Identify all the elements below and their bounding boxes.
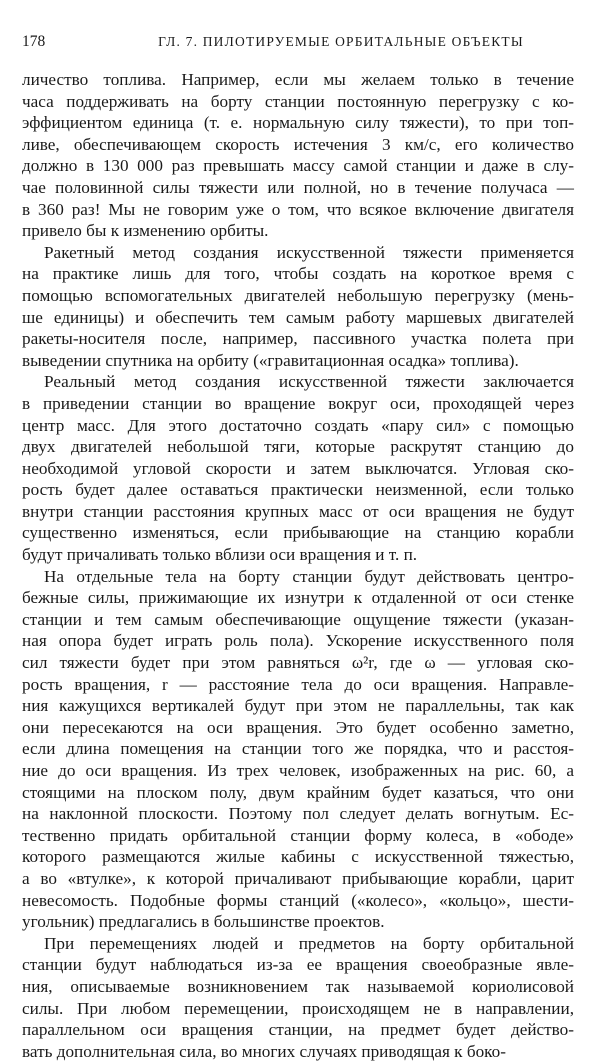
text-line: выведении спутника на орбиту («гравитационная осадка» топлива). <box>22 350 519 370</box>
text-line: существенно изменяться, если прибывающие на станцию корабли <box>22 523 574 543</box>
text-line: будут причаливать только вблизи оси вращения и т. п. <box>22 545 418 565</box>
text-line: ная опора будет играть роль пола). Ускорение искусственного поля <box>22 631 574 651</box>
text-line: ше единицы) и обеспечить тем самым работу маршевых двигателей <box>22 307 574 327</box>
text-line: центр масс. Для этого достаточно создать «пару сил» с помощью <box>22 415 574 435</box>
text-line: ливе, обеспечивающем скорость истечения 3 км/с, его количество <box>22 134 574 154</box>
text-line: ния кажущихся вертикалей будут при этом не параллельны, так как <box>22 696 574 716</box>
page-number: 178 <box>22 33 46 50</box>
page-body <box>22 69 574 1062</box>
text-line: а во «втулке», к которой причаливают прибывающие корабли, царит <box>22 868 574 888</box>
text-line: эффициентом единица (т. е. нормальную силу тяжести), то при топ- <box>22 113 574 133</box>
text-line: станции будут наблюдаться из-за ее вращения своеобразные явле- <box>22 955 574 975</box>
text-line: рость будет далее оставаться практически неизменной, если только <box>22 480 574 500</box>
text-line: сил тяжести будет при этом равняться ω²r, где ω — угловая ско- <box>22 653 574 673</box>
text-line: если длина помещения на станции того же порядка, что и расстоя- <box>22 739 574 759</box>
text-line: внутри станции расстояния крупных масс от оси вращения не будут <box>22 501 574 521</box>
page-header <box>22 31 570 53</box>
text-line: невесомость. Подобные формы станций («колесо», «кольцо», шести- <box>22 890 574 910</box>
text-line: силы. При любом перемещении, происходящем не в направлении, <box>22 998 574 1018</box>
text-line: бежные силы, прижимающие их изнутри к отдаленной от оси стенке <box>22 588 574 608</box>
text-line: ния, описываемые возникновением так называемой кориолисовой <box>22 976 574 996</box>
text-line: на практике лишь для того, чтобы создать на короткое время с <box>22 264 574 284</box>
text-line: Реальный метод создания искусственной тяжести заключается <box>44 372 574 392</box>
text-line: параллельном оси вращения станции, на предмет будет действо- <box>22 1020 574 1040</box>
text-line: вать дополнительная сила, во многих случаях приводящая к боко- <box>22 1041 506 1061</box>
running-head: ГЛ. 7. ПИЛОТИРУЕМЫЕ ОРБИТАЛЬНЫЕ ОБЪЕКТЫ <box>158 34 524 49</box>
text-line: они пересекаются на оси вращения. Это будет особенно заметно, <box>22 717 574 737</box>
text-line: должно в 130 000 раз превышать массу самой станции и даже в слу- <box>22 156 574 176</box>
text-line: привело бы к изменению орбиты. <box>22 221 269 241</box>
paragraph <box>22 242 574 372</box>
paragraph <box>22 566 574 933</box>
text-line: которого размещаются жилые кабины с искусственной тяжестью, <box>22 847 574 867</box>
text-line: личество топлива. Например, если мы желаем только в течение <box>22 70 574 89</box>
text-line: помощью вспомогательных двигателей небольшую перегрузку (мень- <box>22 285 574 305</box>
paragraph <box>22 371 574 565</box>
text-line: в 360 раз! Мы не говорим уже о том, что всякое включение двигателя <box>22 199 574 219</box>
text-line: ние до оси вращения. Из трех человек, изображенных на рис. 60, а <box>22 761 574 780</box>
text-line: чае половинной силы тяжести или полной, но в течение получаса — <box>22 177 574 197</box>
text-line: стоящими на плоском полу, двум крайним будет казаться, что они <box>22 782 574 802</box>
text-line: в приведении станции во вращение вокруг оси, проходящей через <box>22 393 574 413</box>
paragraph <box>22 933 574 1062</box>
text-line: часа поддерживать на борту станции постоянную перегрузку с ко- <box>22 91 574 111</box>
text-line: на наклонной плоскости. Поэтому пол следует делать вогнутым. Ес- <box>22 804 574 824</box>
text-line: ракеты-носителя после, например, пассивного участка полета при <box>22 329 574 349</box>
text-line: станции и тем самым обеспечивающие ощущение тяжести (указан- <box>22 609 574 629</box>
text-line: При перемещениях людей и предметов на борту орбитальной <box>44 933 574 953</box>
text-line: На отдельные тела на борту станции будут действовать центро- <box>44 566 574 586</box>
text-line: рость вращения, r — расстояние тела до оси вращения. Направле- <box>22 674 574 694</box>
text-line: двух двигателей небольшой тяги, которые раскрутят станцию до <box>22 437 574 457</box>
text-line: необходимой угловой скорости и затем выключатся. Угловая ско- <box>22 458 574 478</box>
paragraph <box>22 69 574 242</box>
text-line: Ракетный метод создания искусственной тяжести применяется <box>44 242 574 262</box>
text-line: угольник) предлагались в большинстве проектов. <box>22 912 385 932</box>
text-line: тественно придать орбитальной станции форму колеса, в «ободе» <box>22 825 574 845</box>
